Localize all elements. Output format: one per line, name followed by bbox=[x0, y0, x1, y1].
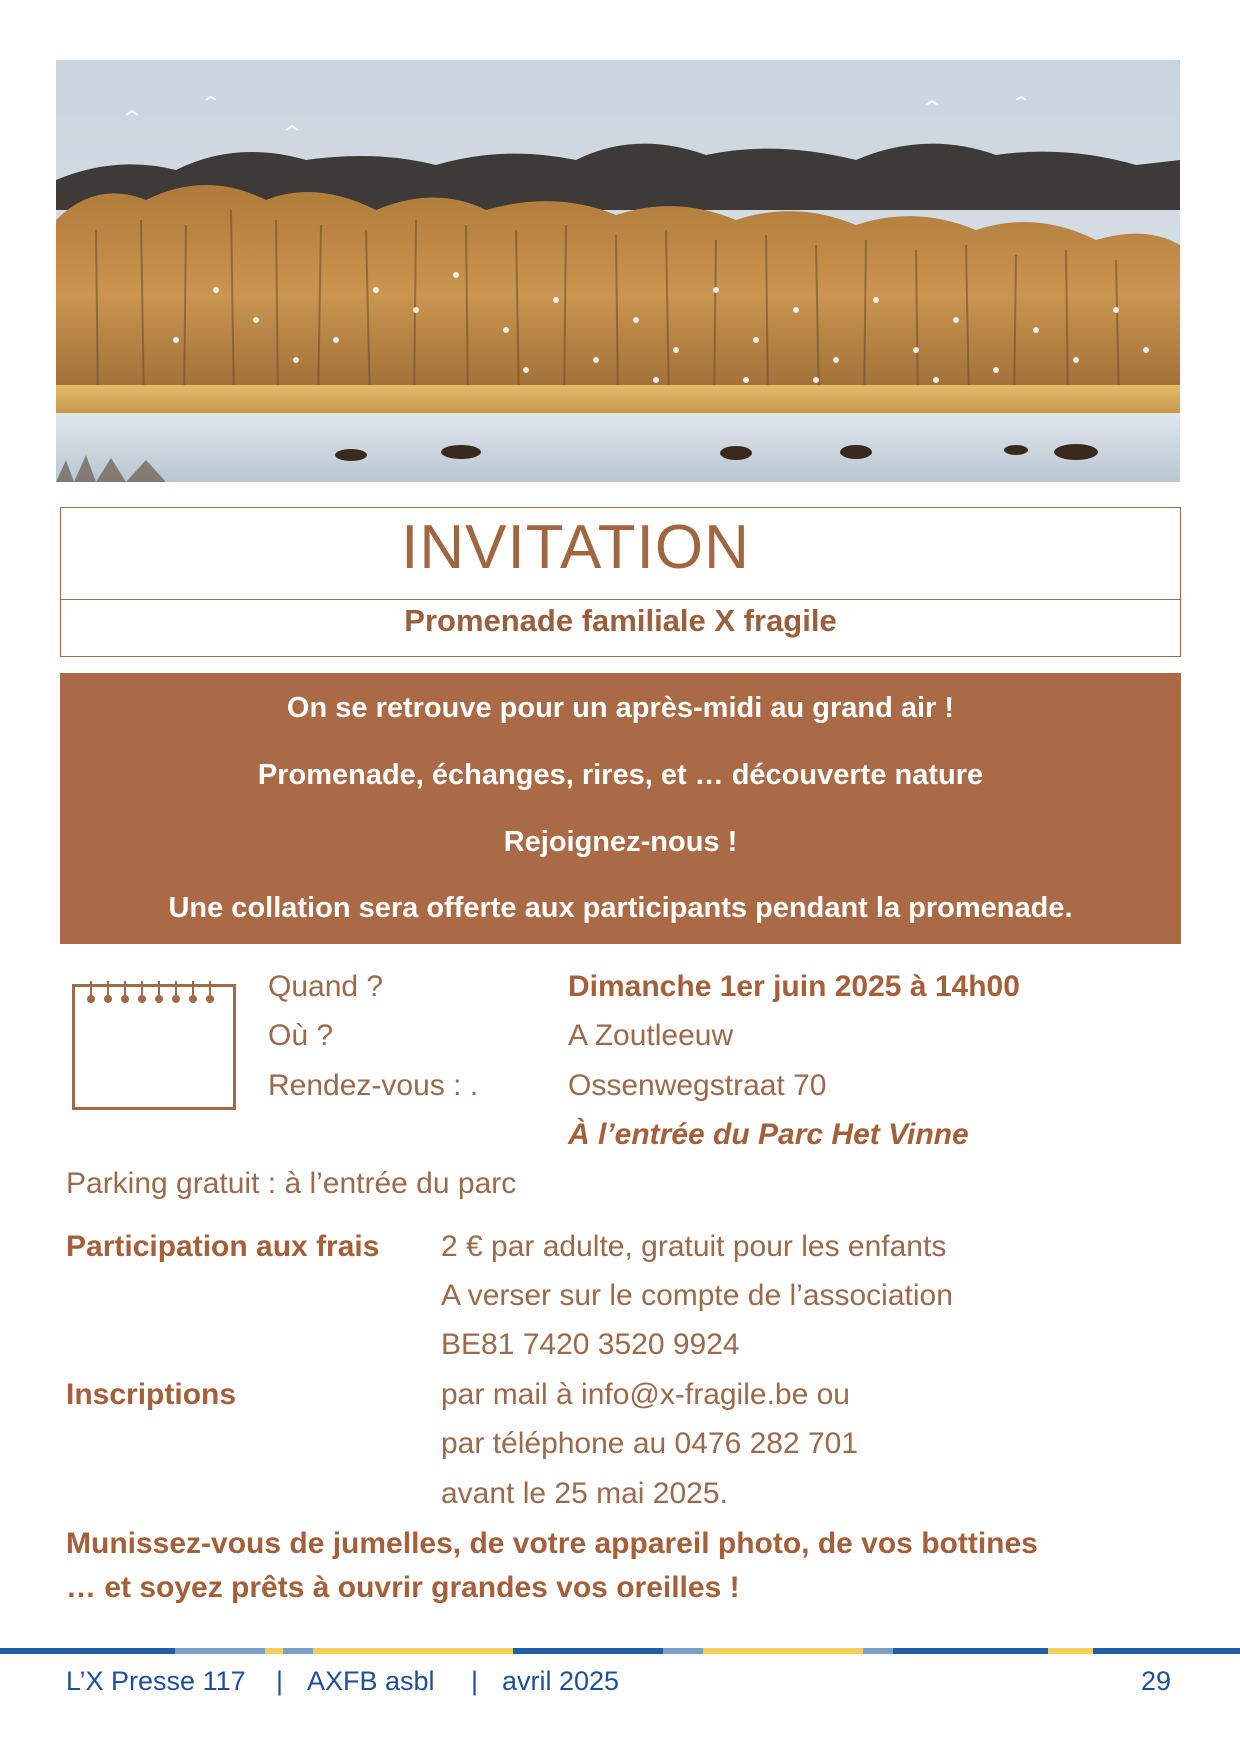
registration-deadline: avant le 25 mai 2025. bbox=[441, 1477, 728, 1510]
when-value: Dimanche 1er juin 2025 à 14h00 bbox=[568, 970, 1020, 1003]
meet-label: Rendez-vous : . bbox=[268, 1069, 479, 1102]
footer-date: avril 2025 bbox=[502, 1666, 620, 1696]
fees-label: Participation aux frais bbox=[66, 1230, 380, 1263]
footer-separator-2: | bbox=[471, 1666, 479, 1696]
closing-note bbox=[66, 1522, 1178, 1610]
fees-line-2: A verser sur le compte de l’association bbox=[441, 1279, 953, 1312]
closing-line-1: Munissez-vous de jumelles, de votre appareil photo, de vos bottines bbox=[66, 1527, 1038, 1560]
parking-info: Parking gratuit : à l’entrée du parc bbox=[66, 1167, 517, 1200]
where-value: A Zoutleeuw bbox=[568, 1019, 734, 1052]
meet-detail: À l’entrée du Parc Het Vinne bbox=[568, 1118, 969, 1151]
banner-line-4: Une collation sera offerte aux participants pendant la promenade. bbox=[168, 892, 1073, 924]
title-divider bbox=[61, 599, 1180, 600]
banner-line-2: Promenade, échanges, rires, et … découverte nature bbox=[257, 759, 984, 791]
fees-line-1: 2 € par adulte, gratuit pour les enfants bbox=[441, 1230, 947, 1263]
registration-phone: par téléphone au 0476 282 701 bbox=[441, 1427, 859, 1460]
banner-line-3: Rejoignez-nous ! bbox=[503, 826, 738, 858]
registration-label: Inscriptions bbox=[66, 1378, 237, 1411]
invitation-title: INVITATION bbox=[401, 513, 750, 582]
invitation-banner bbox=[60, 673, 1181, 944]
invitation-subtitle: Promenade familiale X fragile bbox=[404, 603, 837, 638]
hero-photo-lake-trees-birds bbox=[56, 60, 1180, 482]
registration-email: par mail à info@x-fragile.be ou bbox=[441, 1378, 850, 1411]
closing-line-2: … et soyez prêts à ouvrir grandes vos oreilles ! bbox=[66, 1571, 740, 1604]
where-label: Où ? bbox=[268, 1019, 334, 1052]
fees-iban: BE81 7420 3520 9924 bbox=[441, 1328, 740, 1361]
footer-publication: L’X Presse 117 bbox=[66, 1666, 246, 1696]
calendar-icon bbox=[72, 984, 236, 1110]
page-number: 29 bbox=[1141, 1666, 1172, 1696]
meet-value: Ossenwegstraat 70 bbox=[568, 1069, 827, 1102]
banner-line-1: On se retrouve pour un après-midi au grand air ! bbox=[286, 692, 955, 724]
footer-separator-1: | bbox=[276, 1666, 284, 1696]
when-label: Quand ? bbox=[268, 970, 384, 1003]
footer-organization: AXFB asbl bbox=[307, 1666, 435, 1696]
invitation-title-box bbox=[60, 507, 1181, 657]
